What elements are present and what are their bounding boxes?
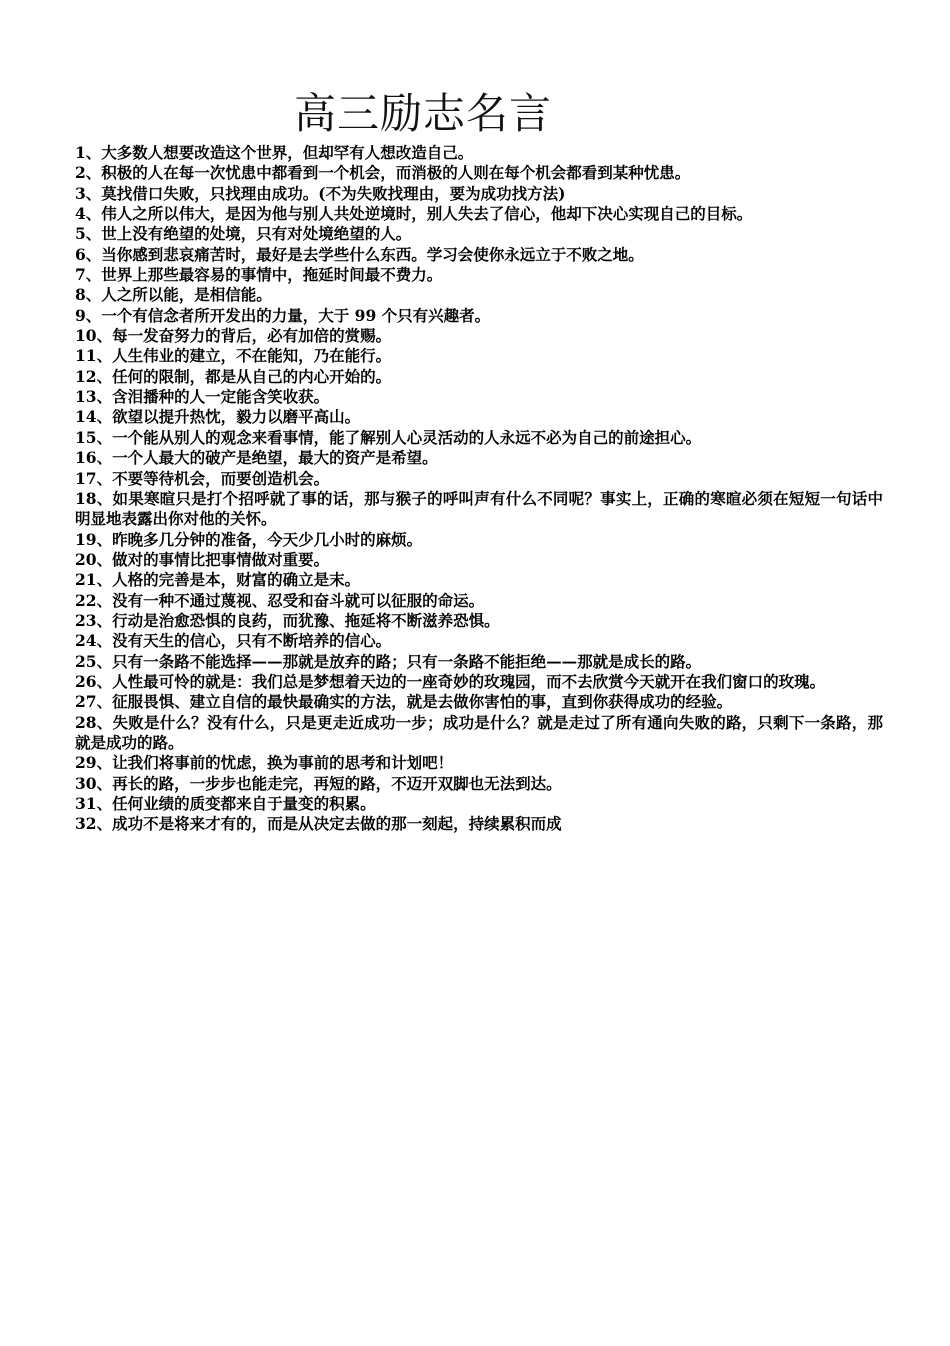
- quote-item: 4、伟人之所以伟大，是因为他与别人共处逆境时，别人失去了信心，他却下决心实现自己的目标。: [75, 204, 753, 224]
- quote-item: 7、世界上那些最容易的事情中，拖延时间最不费力。: [75, 265, 443, 285]
- quote-list: [75, 143, 883, 835]
- quote-item: 23、行动是治愈恐惧的良药，而犹豫、拖延将不断滋养恐惧。: [75, 610, 500, 630]
- quote-item: 17、不要等待机会，而要创造机会。: [75, 468, 330, 488]
- quote-item: 31、任何业绩的质变都来自于量变的积累。: [75, 794, 376, 813]
- page-title: 高三励志名言: [293, 89, 552, 138]
- quote-item: 28、失败是什么？没有什么，只是更走近成功一步；成功是什么？就是走过了所有通向失败的路，只剩下一条路，那就是成功的路。: [75, 712, 883, 752]
- quote-item: 16、一个人最大的破产是绝望，最大的资产是希望。: [75, 448, 438, 468]
- quote-item: 13、含泪播种的人一定能含笑收获。: [75, 387, 330, 407]
- quote-item: 1、大多数人想要改造这个世界，但却罕有人想改造自己。: [75, 143, 474, 162]
- quote-item: 21、人格的完善是本，财富的确立是末。: [75, 570, 361, 590]
- quote-item: 30、再长的路，一步步也能走完，再短的路，不迈开双脚也无法到达。: [75, 773, 562, 793]
- quote-item: 26、人性最可怜的就是：我们总是梦想着天边的一座奇妙的玫瑰园，而不去欣赏今天就开在我们窗口的玫瑰。: [75, 671, 826, 691]
- quote-item: 24、没有天生的信心，只有不断培养的信心。: [75, 631, 392, 651]
- quote-item: 14、欲望以提升热忱，毅力以磨平高山。: [75, 407, 361, 427]
- quote-item: 20、做对的事情比把事情做对重要。: [75, 549, 330, 569]
- quote-item: 12、任何的限制，都是从自己的内心开始的。: [75, 366, 392, 386]
- quote-item: 19、昨晚多几分钟的准备，今天少几小时的麻烦。: [75, 529, 423, 549]
- quote-item: 10、每一发奋努力的背后，必有加倍的赏赐。: [75, 326, 392, 346]
- quote-item: 27、征服畏惧、建立自信的最快最确实的方法，就是去做你害怕的事，直到你获得成功的经验。: [75, 692, 733, 712]
- quote-item: 29、让我们将事前的忧虑，换为事前的思考和计划吧！: [75, 753, 454, 773]
- quote-item: 11、人生伟业的建立，不在能知，乃在能行。: [75, 346, 392, 366]
- quote-item: 3、莫找借口失败，只找理由成功。(不为失败找理由，要为成功找方法): [75, 183, 566, 203]
- quote-item: 25、只有一条路不能选择——那就是放弃的路；只有一条路不能拒绝——那就是成长的路。: [75, 651, 702, 671]
- quote-item: 15、一个能从别人的观念来看事情，能了解别人心灵活动的人永远不必为自己的前途担心。: [75, 427, 702, 447]
- quote-item: 8、人之所以能，是相信能。: [75, 285, 272, 305]
- quote-item: 6、当你感到悲哀痛苦时，最好是去学些什么东西。学习会使你永远立于不败之地。: [75, 244, 644, 264]
- quote-item: 22、没有一种不通过蔑视、忍受和奋斗就可以征服的命运。: [75, 590, 485, 610]
- quote-item: 32、成功不是将来才有的，而是从决定去做的那一刻起，持续累积而成: [75, 814, 562, 834]
- quote-item: 2、积极的人在每一次忧患中都看到一个机会，而消极的人则在每个机会都看到某种忧患。: [75, 163, 691, 183]
- quote-item: 18、如果寒暄只是打个招呼就了事的话，那与猴子的呼叫声有什么不同呢？事实上，正确的寒暄必须在短短一句话中明显地表露出你对他的关怀。: [75, 488, 883, 529]
- quote-item: 5、世上没有绝望的处境，只有对处境绝望的人。: [75, 224, 412, 244]
- quote-item: 9、一个有信念者所开发出的力量，大于 99 个只有兴趣者。: [75, 305, 491, 325]
